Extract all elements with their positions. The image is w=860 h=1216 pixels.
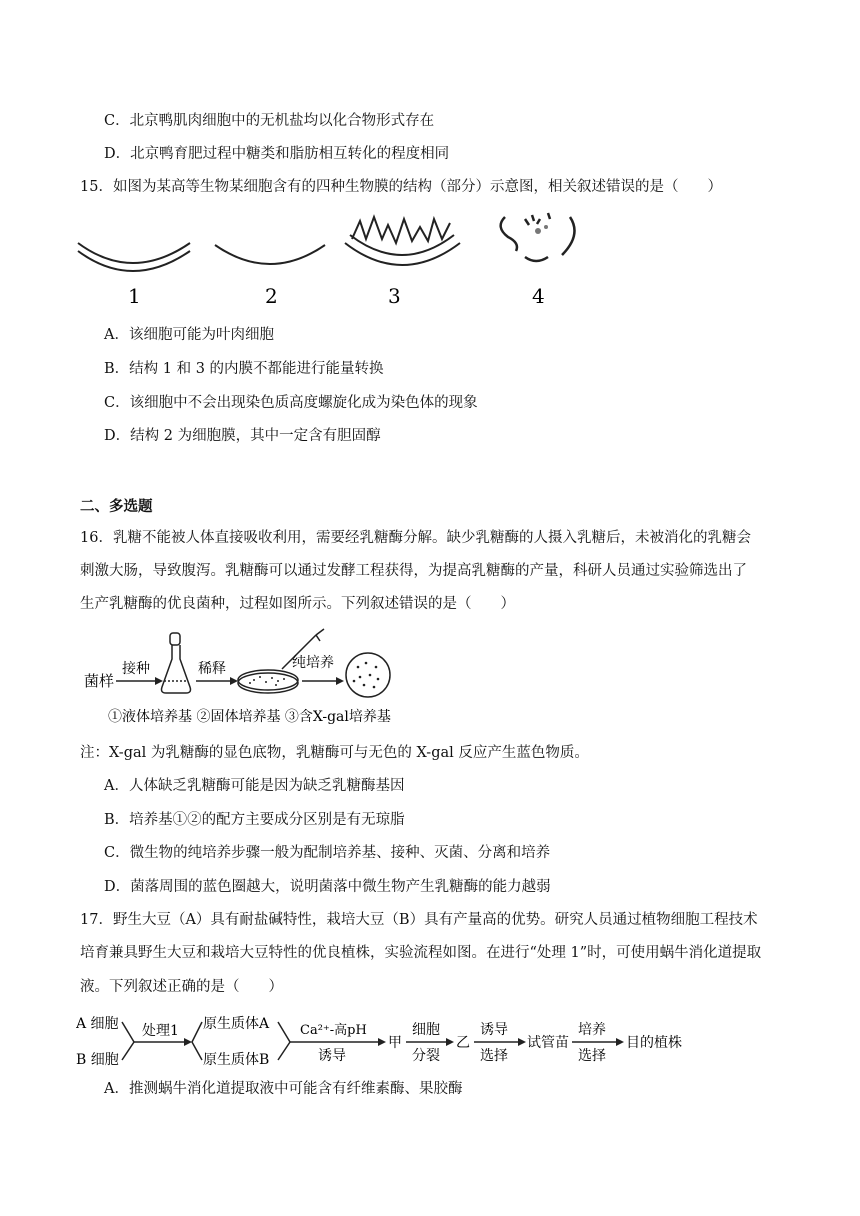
fig17-select1-top: 诱导 — [480, 1022, 508, 1038]
q15-option-d: D．结构 2 为细胞膜，其中一定含有胆固醇 — [104, 428, 381, 444]
membrane-structure-3 — [345, 217, 460, 265]
q15-option-b: B．结构 1 和 3 的内膜不都能进行能量转换 — [104, 361, 384, 377]
fig17-induce: 诱导 — [318, 1048, 346, 1064]
fig17-cell-b: B 细胞 — [76, 1052, 119, 1068]
figure-label-3: 3 — [388, 284, 401, 308]
figure-label-4: 4 — [532, 284, 545, 308]
fig17-division-top: 细胞 — [412, 1022, 440, 1038]
q14-option-d: D．北京鸭育肥过程中糖类和脂肪相互转化的程度相同 — [104, 146, 450, 162]
colony-plate-icon — [346, 653, 390, 697]
q16-option-a: A．人体缺乏乳糖酶可能是因为缺乏乳糖酶基因 — [104, 778, 405, 794]
fig16-step3-label: 纯培养 — [292, 655, 334, 671]
fig16-step1-label: 接种 — [122, 661, 150, 677]
q17-process-figure — [76, 1008, 686, 1070]
fig17-select1-bottom: 选择 — [480, 1048, 508, 1064]
fig16-start-label: 菌样 — [84, 672, 115, 690]
membrane-structure-4 — [501, 213, 575, 261]
q15-option-a: A．该细胞可能为叶肉细胞 — [104, 327, 274, 343]
fig17-process1: 处理1 — [142, 1023, 179, 1039]
flask-icon — [162, 633, 191, 693]
fig17-yi: 乙 — [456, 1035, 470, 1051]
section-title: 二、多选题 — [80, 498, 153, 515]
membrane-structure-2 — [215, 245, 325, 264]
q16-stem-line-1: 16．乳糖不能被人体直接吸收利用，需要经乳糖酶分解。缺少乳糖酶的人摄入乳糖后，未被消化的乳糖会 — [80, 530, 751, 546]
membrane-structure-1 — [78, 243, 190, 271]
fig17-proto-b: 原生质体B — [203, 1052, 270, 1068]
q16-stem-line-2: 刺激大肠，导致腹泻。乳糖酶可以通过发酵工程获得，为提高乳糖酶的产量，科研人员通过实验筛选出了 — [80, 563, 747, 579]
fig17-condition: Ca²⁺-高pH — [300, 1023, 367, 1038]
q15-stem: 15．如图为某高等生物某细胞含有的四种生物膜的结构（部分）示意图，相关叙述错误的是（ ） — [80, 179, 722, 195]
fig16-caption: ①液体培养基 ②固体培养基 ③含X-gal培养基 — [108, 709, 391, 725]
q16-process-figure — [80, 625, 440, 729]
fig16-step2-label: 稀释 — [198, 661, 226, 677]
q17-stem-line-3: 液。下列叙述正确的是（ ） — [80, 979, 283, 995]
fig17-proto-a: 原生质体A — [203, 1016, 270, 1032]
fig17-select2-bottom: 选择 — [578, 1048, 606, 1064]
q17-option-a: A．推测蜗牛消化道提取液中可能含有纤维素酶、果胶酶 — [104, 1081, 463, 1097]
fig17-select2-top: 培养 — [578, 1022, 606, 1038]
q15-option-c: C．该细胞中不会出现染色质高度螺旋化成为染色体的现象 — [104, 395, 478, 411]
q16-option-c: C．微生物的纯培养步骤一般为配制培养基、接种、灭菌、分离和培养 — [104, 845, 551, 861]
q15-membrane-figure — [70, 205, 590, 315]
q17-stem-line-1: 17．野生大豆（A）具有耐盐碱特性，栽培大豆（B）具有产量高的优势。研究人员通过植物细胞工程技术 — [80, 912, 758, 928]
q16-note: 注：X-gal 为乳糖酶的显色底物，乳糖酶可与无色的 X-gal 反应产生蓝色物质。 — [80, 745, 589, 761]
q16-option-b: B．培养基①②的配方主要成分区别是有无琼脂 — [104, 812, 405, 828]
fig17-jia: 甲 — [388, 1035, 402, 1051]
figure-label-1: 1 — [128, 284, 141, 308]
fig17-seedling: 试管苗 — [527, 1035, 569, 1051]
q17-stem-line-2: 培育兼具野生大豆和栽培大豆特性的优良植株，实验流程如图。在进行“处理 1”时，可使用蜗牛消化道提取 — [80, 945, 762, 961]
q16-option-d: D．菌落周围的蓝色圈越大，说明菌落中微生物产生乳糖酶的能力越弱 — [104, 879, 551, 895]
fig17-cell-a: A 细胞 — [76, 1016, 119, 1032]
q16-stem-line-3: 生产乳糖酶的优良菌种，过程如图所示。下列叙述错误的是（ ） — [80, 596, 515, 612]
q14-option-c: C．北京鸭肌肉细胞中的无机盐均以化合物形式存在 — [104, 113, 435, 129]
fig17-target: 目的植株 — [626, 1035, 682, 1051]
figure-label-2: 2 — [265, 284, 278, 308]
fig17-division-bottom: 分裂 — [412, 1048, 440, 1064]
plate-dots — [249, 676, 285, 686]
